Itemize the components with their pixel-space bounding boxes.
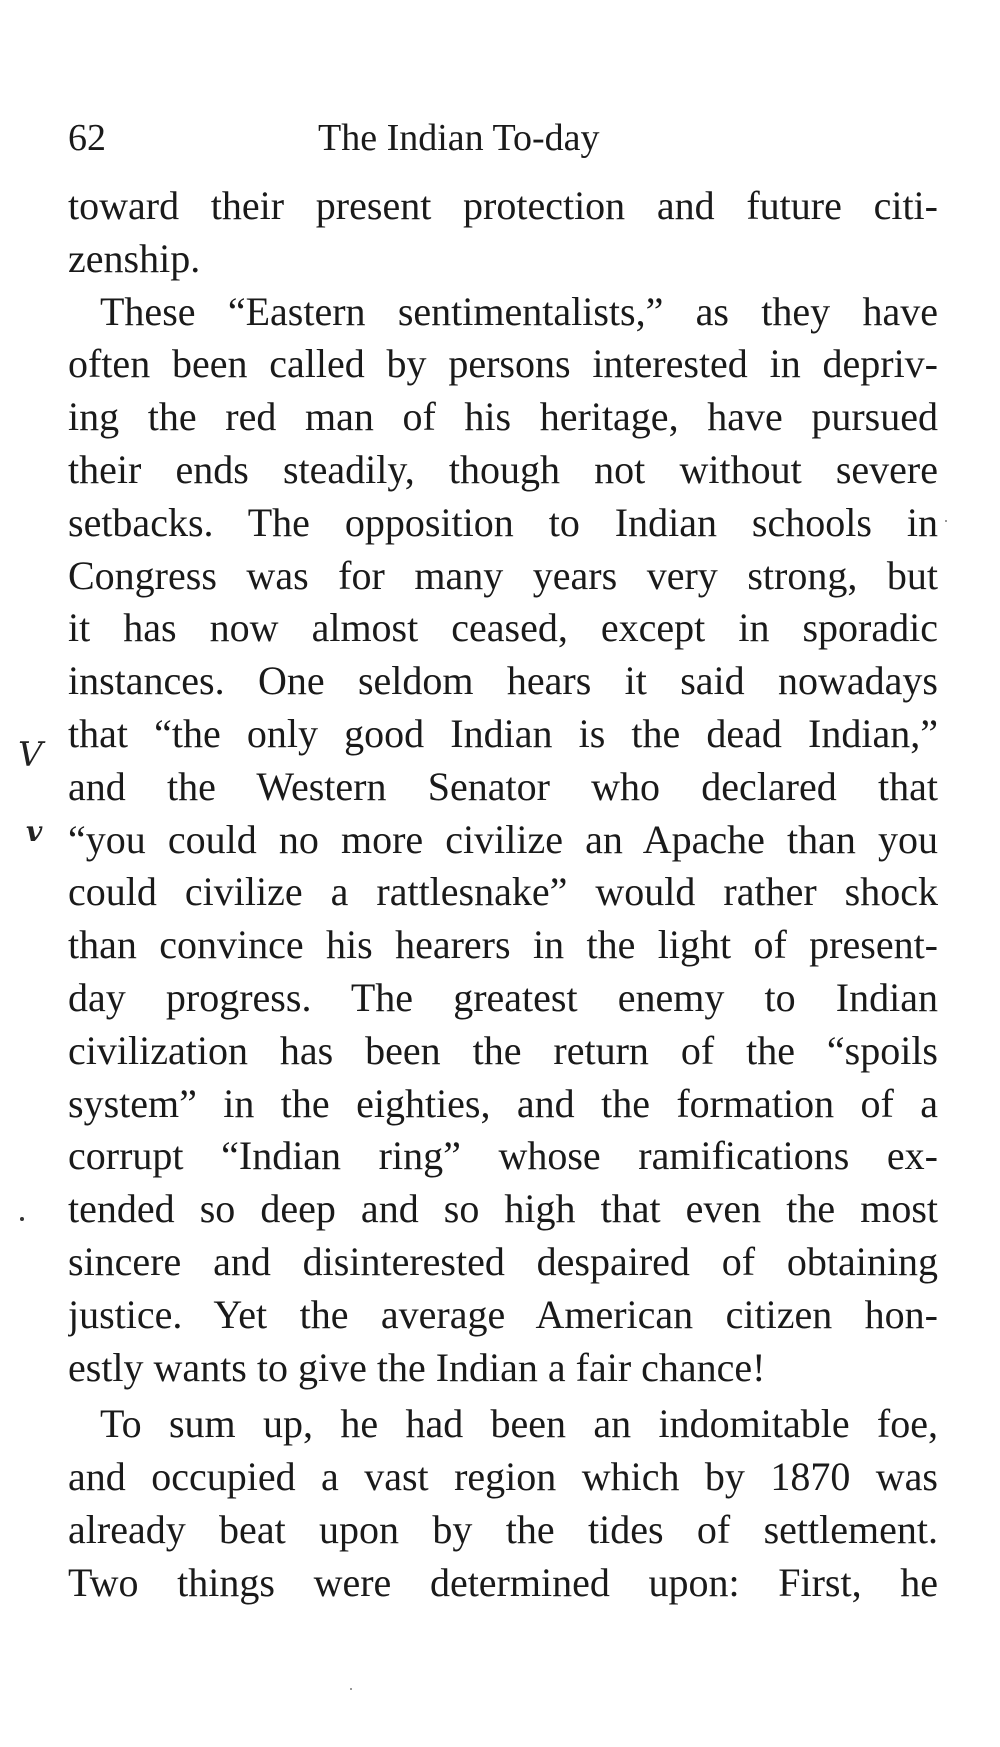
text-line: could civilize a rattlesnake” would rather shock bbox=[68, 869, 938, 915]
text-line: system” in the eighties, and the formation of a bbox=[68, 1080, 938, 1126]
text-line: often been called by persons interested in depriv- bbox=[68, 341, 938, 387]
text-line: tended so deep and so high that even the most bbox=[68, 1186, 938, 1232]
text-line: justice. Yet the average American citizen hon- bbox=[68, 1291, 938, 1337]
margin-check-mark: V bbox=[18, 735, 43, 775]
ink-speck bbox=[945, 520, 947, 522]
text-line: instances. One seldom hears it said nowadays bbox=[68, 658, 938, 704]
text-line: and occupied a vast region which by 1870 was bbox=[68, 1454, 938, 1500]
text-line: estly wants to give the Indian a fair chance! bbox=[68, 1344, 766, 1390]
ink-speck bbox=[20, 1217, 24, 1221]
page-header bbox=[68, 116, 938, 176]
text-line: than convince his hearers in the light of present- bbox=[68, 922, 938, 968]
text-line: corrupt “Indian ring” whose ramifications ex- bbox=[68, 1133, 938, 1179]
text-line: already beat upon by the tides of settlement. bbox=[68, 1506, 938, 1552]
text-line: sincere and disinterested despaired of obtaining bbox=[68, 1238, 938, 1284]
text-line: that “the only good Indian is the dead Indian,” bbox=[68, 710, 938, 756]
text-line: day progress. The greatest enemy to Indian bbox=[68, 974, 938, 1020]
text-line: their ends steadily, though not without severe bbox=[68, 446, 938, 492]
text-line: ing the red man of his heritage, have pursued bbox=[68, 394, 938, 440]
ink-speck bbox=[350, 1688, 352, 1690]
margin-tick-mark: v bbox=[26, 815, 43, 848]
text-line: Congress was for many years very strong, but bbox=[68, 552, 938, 598]
text-line: civilization has been the return of the “spoils bbox=[68, 1027, 938, 1073]
text-line: “you could no more civilize an Apache than you bbox=[68, 816, 938, 862]
running-title: The Indian To-day bbox=[318, 117, 600, 159]
text-line: setbacks. The opposition to Indian schools in bbox=[68, 499, 938, 545]
text-line: it has now almost ceased, except in sporadic bbox=[68, 605, 938, 651]
text-line: and the Western Senator who declared that bbox=[68, 763, 938, 809]
page-number: 62 bbox=[68, 117, 106, 159]
body-text bbox=[68, 180, 938, 1610]
text-line: To sum up, he had been an indomitable foe, bbox=[100, 1401, 938, 1447]
text-line: These “Eastern sentimentalists,” as they have bbox=[100, 288, 938, 334]
text-line: zenship. bbox=[68, 235, 201, 281]
text-line: toward their present protection and future citi- bbox=[68, 183, 938, 228]
text-line: Two things were determined upon: First, he bbox=[68, 1559, 938, 1605]
